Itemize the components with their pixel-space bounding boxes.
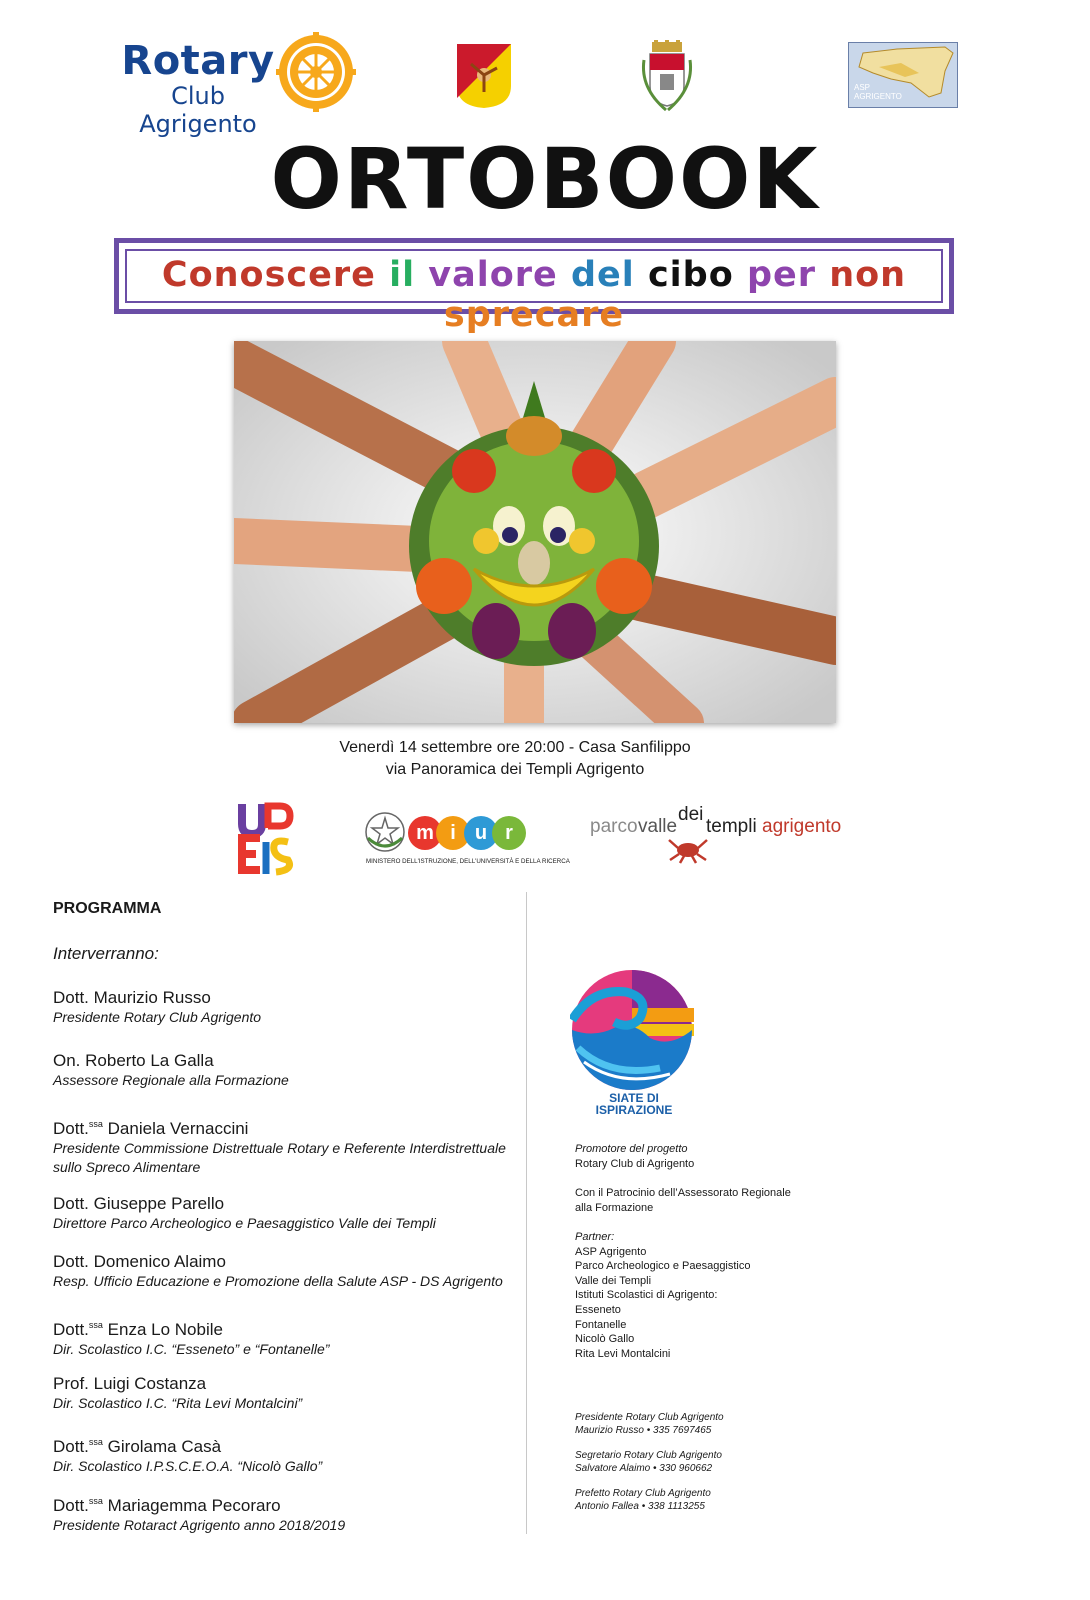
speaker-title: Dott. [53,1437,89,1456]
partner-item: Valle dei Templi [575,1274,652,1287]
speaker-title: Dott. [53,1194,89,1213]
contact-item [575,1450,722,1475]
speaker-name: Roberto La Galla [85,1051,214,1070]
speaker-item [53,1252,523,1291]
speaker-name: Daniela Vernaccini [107,1119,249,1138]
event-date-line: Venerdì 14 settembre ore 20:00 - Casa Sanfilippo [339,739,691,756]
partner-item: ASP Agrigento [575,1245,647,1258]
patrocinio-line1: Con il Patrocinio dell’Assessorato Regionale [575,1187,791,1199]
speaker-role: Presidente Commissione Distrettuale Rotary e Referente Interdistrettuale sullo Spreco Alimentare [53,1140,506,1175]
rotary-wheel-icon [276,32,356,112]
speaker-name: Domenico Alaimo [93,1252,226,1271]
valle-word: valle [638,816,678,837]
contact-role: Presidente Rotary Club Agrigento [575,1412,724,1423]
speaker-name-line [53,1432,523,1457]
speaker-name-line [53,1194,523,1214]
veggie-face-hands-illustration [234,341,836,723]
slogan-word: per [746,255,817,295]
slogan-word: del [570,255,635,295]
partner-item: Parco Archeologico e Paesaggistico [575,1260,751,1273]
speaker-name: Luigi Costanza [93,1374,207,1393]
speaker-item [53,1432,523,1476]
contact-role: Segretario Rotary Club Agrigento [575,1450,722,1461]
partner-block [575,1230,751,1361]
speaker-title: On. [53,1051,81,1070]
speaker-title: Dott. [53,1252,89,1271]
speaker-title: Prof. [53,1374,89,1393]
miur-letter-badge: r [492,816,526,850]
page-title: ORTOBOOK [270,130,820,228]
templi-word: templi [706,816,757,837]
speaker-name-line [53,988,523,1008]
slogan-word: valore [428,255,558,295]
miur-letter-badge: i [436,816,470,850]
siate-di-ispirazione-text [570,1092,698,1116]
speaker-name-line [53,1491,523,1516]
italian-republic-emblem-icon [364,810,406,854]
speaker-name: Giuseppe Parello [93,1194,225,1213]
programma-heading: PROGRAMMA [53,900,162,917]
parco-valle-dei-templi-logo [590,804,850,868]
asp-agrigento-logo [848,42,958,108]
speaker-role: Dir. Scolastico I.C. “Esseneto” e “Fontanelle” [53,1341,330,1357]
siate-line1: SIATE DI [609,1091,659,1105]
partner-item: Nicolò Gallo [575,1333,635,1346]
speaker-role: Dir. Scolastico I.C. “Rita Levi Montalcini” [53,1395,303,1411]
speaker-name: Maurizio Russo [93,988,211,1007]
speaker-role: Presidente Rotaract Agrigento anno 2018/2019 [53,1517,346,1533]
speaker-title: Dott. [53,1119,89,1138]
speaker-name: Girolama Casà [107,1437,222,1456]
partner-item: Istituti Scolastici di Agrigento: [575,1289,718,1302]
siate-line2: ISPIRAZIONE [595,1103,673,1117]
speaker-title: Dott. [53,1496,89,1515]
speaker-role: Direttore Parco Archeologico e Paesaggistico Valle dei Templi [53,1215,436,1231]
speaker-name-line [53,1374,523,1394]
speaker-role: Assessore Regionale alla Formazione [53,1072,289,1088]
speaker-title: Dott. [53,988,89,1007]
speaker-name-line [53,1051,523,1071]
contact-person: Maurizio Russo • 335 7697465 [575,1424,712,1436]
promotore-label: Promotore del progetto [575,1143,688,1155]
slogan-word: Conoscere [161,255,376,295]
speaker-role: Dir. Scolastico I.P.S.C.E.O.A. “Nicolò Gallo” [53,1458,323,1474]
contact-person: Salvatore Alaimo • 330 960662 [575,1462,713,1474]
partner-item: Rita Levi Montalcini [575,1347,671,1360]
patrocinio-line2: alla Formazione [575,1201,654,1214]
crab-icon [666,834,710,864]
partner-label: Partner: [575,1231,615,1243]
event-address-line: via Panoramica dei Templi Agrigento [385,761,645,778]
speaker-title: Dott. [53,1320,89,1339]
agrigento-word: agrigento [762,816,842,837]
city-coat-of-arms-icon [638,40,696,112]
rotary-logo-line2: Club Agrigento [139,82,257,138]
speaker-title-suffix: ssa [88,1496,103,1506]
contact-person: Antonio Fallea • 338 1113255 [575,1500,705,1512]
slogan-word: non [829,255,907,295]
speaker-item [53,1194,523,1233]
rotary-club-logo [118,40,278,138]
speaker-item [53,988,523,1027]
speaker-title-suffix: ssa [88,1437,103,1447]
slogan-word: sprecare [443,295,625,335]
miur-letter-badge: u [464,816,498,850]
speaker-item [53,1315,523,1359]
promotore-value: Rotary Club di Agrigento [575,1157,695,1170]
ueps-logo-icon [236,798,294,876]
slogan-banner [114,238,954,335]
slogan-word: il [389,255,416,295]
speaker-item [53,1114,523,1177]
slogan-word: cibo [647,255,734,295]
speaker-name-line [53,1252,523,1272]
speaker-name-line [53,1114,523,1139]
programma-intro: Interverranno: [53,944,159,963]
rotary-logo-line1: Rotary [121,38,275,84]
speaker-title-suffix: ssa [88,1320,103,1330]
speaker-name: Mariagemma Pecoraro [107,1496,281,1515]
sicily-region-shield-icon [455,42,513,110]
slogan-text [119,255,949,335]
speaker-item [53,1491,523,1535]
asp-label-line1: ASP [854,83,871,92]
partner-list [575,1245,751,1362]
contact-item [575,1488,711,1513]
miur-logo [362,808,570,870]
column-divider [526,892,527,1534]
parco-word: parco [590,816,638,837]
speaker-name: Enza Lo Nobile [107,1320,223,1339]
speaker-name-line [53,1315,523,1340]
miur-letter-badge: m [408,816,442,850]
siate-di-ispirazione-logo-icon [570,968,694,1092]
contact-role: Prefetto Rotary Club Agrigento [575,1488,711,1499]
speaker-item [53,1374,523,1413]
asp-label-line2: AGRIGENTO [854,92,902,101]
patrocinio-block [575,1186,791,1215]
partner-item: Fontanelle [575,1318,627,1331]
partner-item: Esseneto [575,1303,621,1316]
speaker-title-suffix: ssa [88,1119,103,1129]
contact-item [575,1412,724,1437]
speaker-role: Resp. Ufficio Educazione e Promozione della Salute ASP - DS Agrigento [53,1273,503,1289]
speaker-item [53,1051,523,1090]
dei-word: dei [678,804,704,825]
hero-image [234,341,836,723]
promotore-block [575,1142,694,1171]
speaker-role: Presidente Rotary Club Agrigento [53,1009,262,1025]
miur-caption: MINISTERO DELL'ISTRUZIONE, DELL'UNIVERSITÀ E DELLA RICERCA [366,858,570,865]
